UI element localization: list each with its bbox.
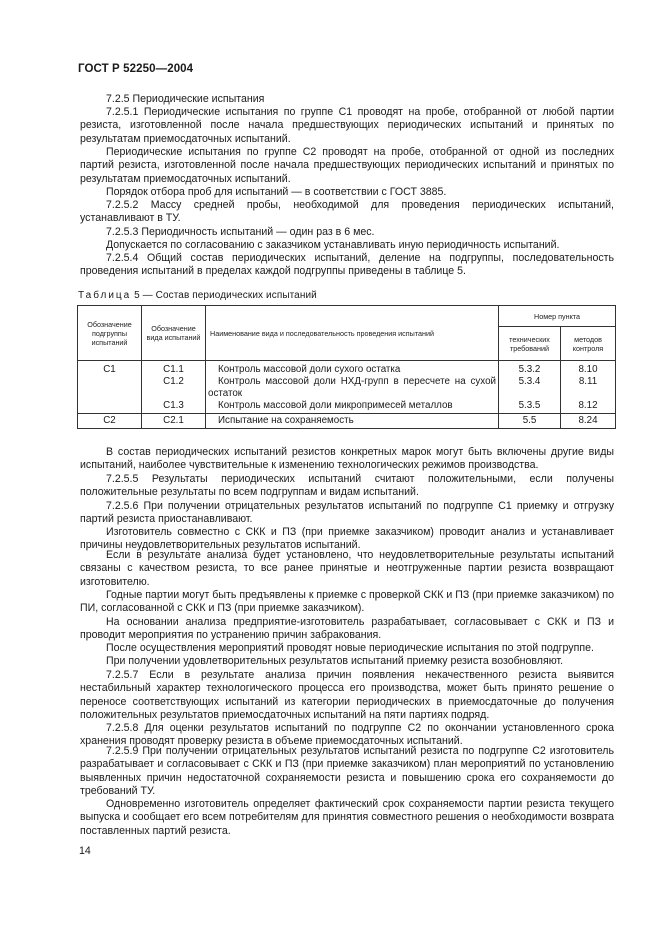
paragraph-7-2-5-1: 7.2.5.1 Периодические испытания по группе С1 проводят на пробе, отобранной от любой партии резиста, изготовленной после начала предшествующих периодических испытаний и принятых по результатам приемосдаточных испытаний. <box>80 106 614 145</box>
paragraph-resume: При получении удовлетворительных результатов испытаний приемку резиста возобновляют. <box>106 655 564 667</box>
header-test-name: Наименование вида и последовательность проведения испытаний <box>206 306 499 361</box>
cell-name: Контроль массовой доли сухого остатка <box>206 361 499 377</box>
cell-code: С1.2 <box>142 376 206 400</box>
table-row <box>78 376 616 400</box>
paragraph-7-2-5-4: 7.2.5.4 Общий состав периодических испытаний, деление на подгруппы, последовательность проведения испытаний в пределах каждой подгруппы приведены в таблице 5. <box>80 252 614 278</box>
document-header: ГОСТ Р 52250—2004 <box>78 63 194 75</box>
section-heading-7-2-5: 7.2.5 Периодические испытания <box>106 93 265 105</box>
cell-req: 5.3.5 <box>499 400 561 414</box>
table-row <box>78 400 616 414</box>
page-number: 14 <box>79 845 91 857</box>
table-caption-word: Таблица <box>78 290 132 301</box>
paragraph-7-2-5-8: 7.2.5.8 Для оценки результатов испытаний по подгруппе С2 по окончании установленного срока хранения проводят проверку резиста в объеме приемосдаточных испытаний. <box>80 722 614 748</box>
paragraph-analysis: Изготовитель совместно с СКК и ПЗ (при приемке заказчиком) проводит анализ и устанавливает причины неудовлетворительных результатов испытаний. <box>80 526 614 552</box>
paragraph-good-batches: Годные партии могут быть предъявлены к приемке с проверкой СКК и ПЗ (при приемке заказчиком) по ПИ, согласованной с СКК и ПЗ (при приемке заказчиком). <box>80 589 614 615</box>
table-caption-title: 5 — Состав периодических испытаний <box>134 290 317 301</box>
cell-req: 5.3.4 <box>499 376 561 400</box>
cell-method: 8.24 <box>561 414 616 429</box>
table-row <box>78 361 616 377</box>
cell-group <box>78 400 142 414</box>
cell-method: 8.12 <box>561 400 616 414</box>
paragraph-7-2-5-3: 7.2.5.3 Периодичность испытаний — один раз в 6 мес. <box>106 226 375 238</box>
cell-group: С1 <box>78 361 142 377</box>
cell-req: 5.3.2 <box>499 361 561 377</box>
paragraph-7-2-5-2: 7.2.5.2 Массу средней пробы, необходимой для проведения периодических испытаний, устанавливают в ТУ. <box>80 199 614 225</box>
paragraph-sampling-order: Порядок отбора проб для испытаний — в соответствии с ГОСТ 3885. <box>106 186 447 198</box>
paragraph-other-tests: В состав периодических испытаний резистов конкретных марок могут быть включены другие виды испытаний, наиболее чувствительные к изменению технологических режимов производства. <box>80 446 614 472</box>
paragraph-new-tests: После осуществления мероприятий проводят новые периодические испытания по этой подгруппе. <box>106 642 594 654</box>
cell-name: Испытание на сохраняемость <box>206 414 499 429</box>
cell-group <box>78 376 142 400</box>
table-periodic-tests <box>77 305 616 429</box>
cell-code: С1.3 <box>142 400 206 414</box>
paragraph-return-batches: Если в результате анализа будет установлено, что неудовлетворительные результаты испытаний связаны с качеством резиста, то все ранее принятые и неотгруженные партии резиста возвращают изготовителю. <box>80 549 614 588</box>
header-subgroup: Обозначение подгруппы испытаний <box>78 306 142 361</box>
cell-method: 8.11 <box>561 376 616 400</box>
header-test-type: Обозначение вида испытаний <box>142 306 206 361</box>
cell-code: С2.1 <box>142 414 206 429</box>
paragraph-7-2-5-9: 7.2.5.9 При получении отрицательных результатов испытаний резиста по подгруппе С2 изготовитель разрабатывает и согласовывает с СКК и ПЗ (при приемке заказчиком) план мероприятий по установлению выявленных причин недостаточной сохраняемости резиста и повышению срока его сохраняемости до требований ТУ. <box>80 745 614 797</box>
paragraph-c2-sampling: Периодические испытания по группе С2 проводят на пробе, отобранной от одной из последних партий резиста, изготовленной после начала предшествующих периодических испытаний и принятых по результатам приемосдаточных испытаний. <box>80 146 614 185</box>
cell-name: Контроль массовой доли НХД-групп в пересчете на сухой остаток <box>206 376 499 400</box>
cell-method: 8.10 <box>561 361 616 377</box>
paragraph-7-2-5-6: 7.2.5.6 При получении отрицательных результатов испытаний по подгруппе С1 приемку и отгрузку партий резиста приостанавливают. <box>80 500 614 526</box>
paragraph-measures: На основании анализа предприятие-изготовитель разрабатывает, согласовывает с СКК и ПЗ и проводит мероприятия по устранению причин забракования. <box>80 616 614 642</box>
paragraph-simultaneous: Одновременно изготовитель определяет фактический срок сохраняемости партии резиста текущего выпуска и сообщает его всем потребителям для принятия совместного решения о необходимости возврата поставленных партий резиста. <box>80 798 614 837</box>
header-clause-number: Номер пункта <box>499 306 616 327</box>
cell-code: С1.1 <box>142 361 206 377</box>
paragraph-7-2-5-7: 7.2.5.7 Если в результате анализа причин появления некачественного резиста выявится нестабильный характер технологического процесса его производства, может быть принято решение о переносе соответствующих испытаний из категории периодических в приемосдаточные до получения положительных результатов приемосдаточных испытаний на пяти партиях подряд. <box>80 669 614 721</box>
paragraph-7-2-5-5: 7.2.5.5 Результаты периодических испытаний считают положительными, если получены положительные результаты по всем подгруппам и видам испытаний. <box>80 473 614 499</box>
table-caption <box>78 290 317 301</box>
cell-group: С2 <box>78 414 142 429</box>
paragraph-periodicity-alt: Допускается по согласованию с заказчиком устанавливать иную периодичность испытаний. <box>106 239 560 251</box>
cell-name: Контроль массовой доли микропримесей металлов <box>206 400 499 414</box>
header-control-methods: методов контроля <box>561 327 616 361</box>
header-tech-requirements: технических требований <box>499 327 561 361</box>
cell-req: 5.5 <box>499 414 561 429</box>
table-row <box>78 414 616 429</box>
